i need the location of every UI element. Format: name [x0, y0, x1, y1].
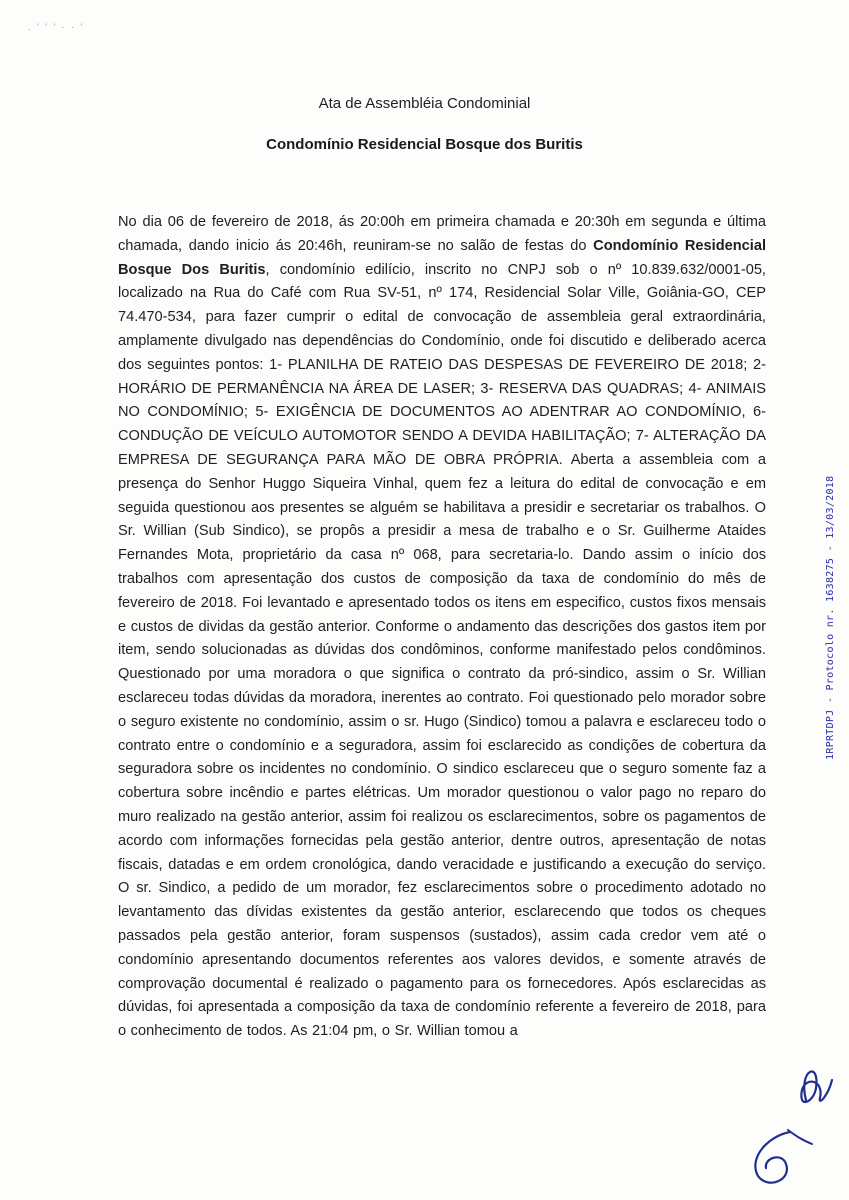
minutes-body — [118, 211, 766, 1044]
registry-protocol-stamp: 1RPRTDPJ - Protocolo nr. 1638275 - 13/03/2018 — [825, 475, 836, 760]
scan-corner-marks: . ' ' ' · · ' — [28, 22, 85, 32]
signature-loop-stroke — [755, 1132, 790, 1183]
document-subtitle: Condomínio Residencial Bosque dos Buritis — [266, 136, 583, 153]
condominium-name-bold: Condomínio Residencial Bosque Dos Buritis — [118, 237, 767, 278]
signature-upper-stroke — [801, 1071, 832, 1102]
signature-tail-stroke — [788, 1130, 812, 1144]
handwritten-signature — [728, 1040, 838, 1190]
document-title: Ata de Assembléia Condominial — [318, 95, 531, 112]
body-text-part-1: No dia 06 de fevereiro de 2018, ás 20:00h em primeira chamada e 20:30h em segunda e última chamada, dando inicio ás 20:46h, reuniram-se no salão de festas do — [118, 214, 766, 254]
body-text-part-2: , condomínio edilício, inscrito no CNPJ sob o nº 10.839.632/0001-05, localizado na Rua do Café com Rua SV-51, nº 174, Residencial Solar Ville, Goiânia-GO, CEP 74.470-534, para fazer cumprir o edital de convocação de assembleia geral extraordinária, amplamente divulgado nas dependências do Condomínio, onde foi discutido e deliberado acerca dos seguintes pontos: 1- PLANILHA DE RATEIO DAS DESPESAS DE FEVEREIRO DE 2018; 2- HORÁRIO DE PERMANÊNCIA NA ÁREA DE LASER; 3- RESERVA DAS QUADRAS; 4- ANIMAIS NO CONDOMÍNIO; 5- EXIGÊNCIA DE DOCUMENTOS AO ADENTRAR AO CONDOMÍNIO, 6- CONDUÇÃO DE VEÍCULO AUTOMOTOR SENDO A DEVIDA HABILITAÇÃO; 7- ALTERAÇÃO DA EMPRESA DE SEGURANÇA PARA MÃO DE OBRA PRÓPRIA. Aberta a assembleia com a presença do Senhor Huggo Siqueira Vinhal, quem fez a leitura do edital de convocação e em seguida questionou aos presentes se alguém se habilitava a presidir e secretariar os trabalhos. O Sr. Willian (Sub Sindico), se propôs a presidir a mesa de trabalho e o Sr. Guilherme Ataides Fernandes Mota, proprietário da casa nº 068, para secretaria-lo. Dando assim o início dos trabalhos com apresentação dos custos de composição da taxa de condomínio do mês de fevereiro de 2018. Foi levantado e apresentado todos os itens em especifico, custos fixos mensais e custos de dividas da gestão anterior. Conforme o andamento das descrições dos gastos item por item, sendo solucionadas as dúvidas dos condôminos, conforme manifestado pelos condôminos. Questionado por uma moradora o que significa o contrato da pró-sindico, assim o Sr. Willian esclareceu todas dúvidas da moradora, inerentes ao contrato. Foi questionado pelo morador sobre o seguro existente no condomínio, assim o sr. Hugo (Sindico) tomou a palavra e esclareceu todo o contrato entre o condomínio e a seguradora, assim foi esclarecido as condições de cobertura da seguradora sobre os incidentes no condomínio. O sindico esclareceu que o seguro somente faz a cobertura sobre incêndio e partes elétricas. Um morador questionou o valor pago no reparo do muro realizado na gestão anterior, assim foi realizou os esclarecimentos, sobre os pagamentos de acordo com informações fornecidas pela gestão anterior, dentre outros, apresentação de notas fiscais, datadas e em ordem cronológica, dando veracidade e justificando a execução do serviço. O sr. Sindico, a pedido de um morador, fez esclarecimentos sobre o procedimento adotado no levantamento das dívidas existentes da gestão anterior, esclarecendo que todos os cheques passados pela gestão anterior, foram suspensos (sustados), assim cada credor vem até o condomínio apresentando documentos referentes aos valores devidos, e somente através de comprovação documental é realizado o pagamento para os fornecedores. Após esclarecidas as dúvidas, foi apresentada a composição da taxa de condomínio referente a fevereiro de 2018, para o conhecimento de todos. As 21:04 pm, o Sr. Willian tomou a — [118, 261, 766, 1040]
